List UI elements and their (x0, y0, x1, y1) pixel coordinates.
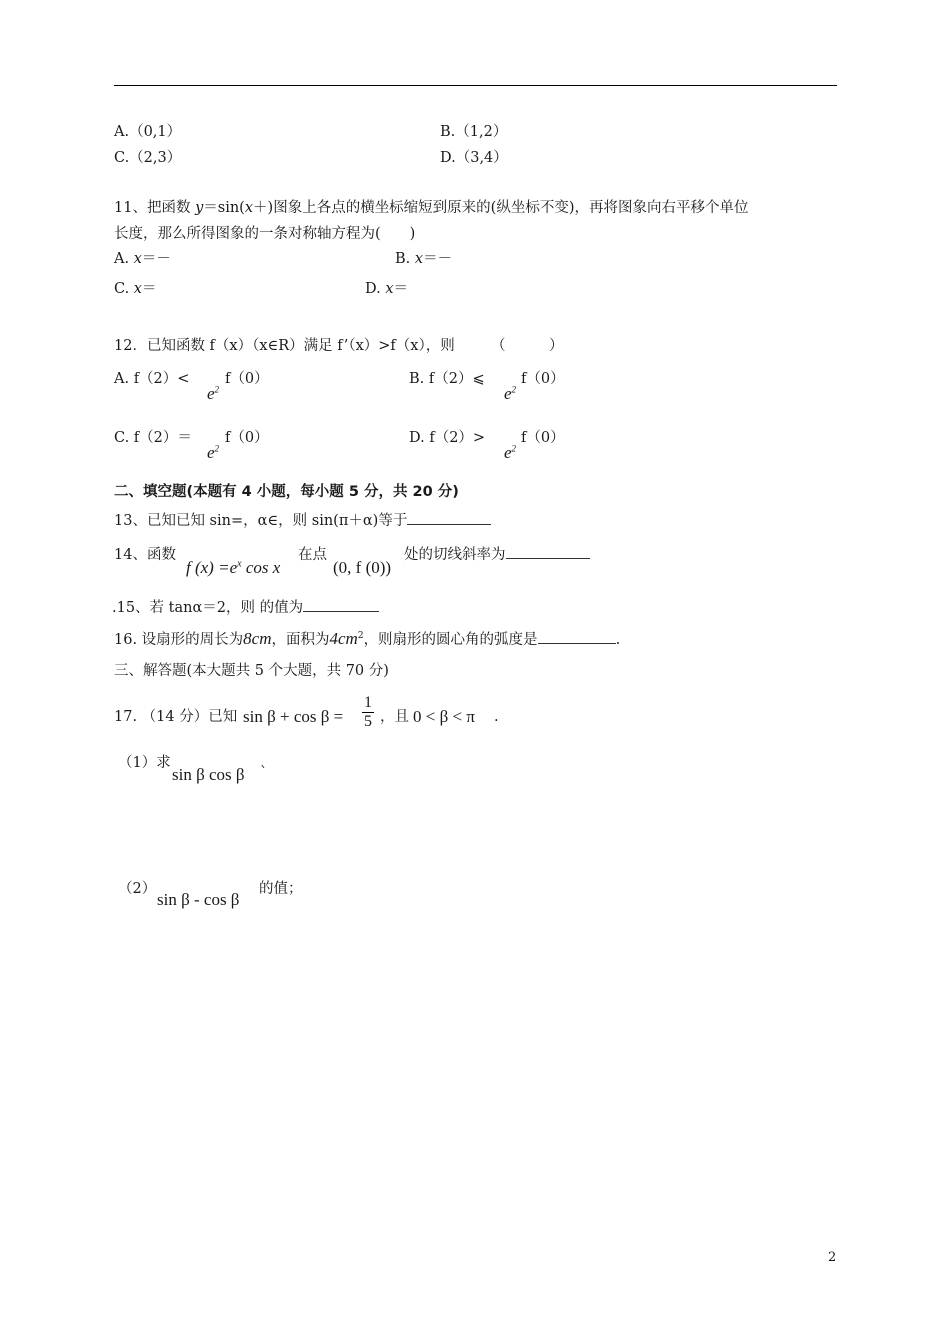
q12-option-c: C. f（2）＝ (114, 430, 192, 446)
q10-option-b: B.（1,2） (440, 124, 508, 140)
q17-part2-expr: sin β - cos β (157, 890, 240, 909)
header-rule (114, 85, 837, 86)
q12-option-b-f0: f（0） (521, 371, 565, 387)
q17-mid: ，且 (380, 709, 409, 725)
q14-blank (506, 558, 590, 559)
q12-option-d-f0: f（0） (521, 430, 565, 446)
q10-option-d: D.（3,4） (440, 150, 508, 166)
q11-option-a: A. x＝－ (114, 251, 171, 267)
q10-option-c: C.（2,3） (114, 150, 182, 166)
q12-option-a: A. f（2）< (114, 371, 190, 387)
q11-stem-line2: 长度，那么所得图象的一条对称轴方程为( ) (114, 226, 416, 242)
q14-pre: 14、函数 (114, 547, 176, 563)
q17-fraction: $\frac{1}{5}$ (364, 694, 372, 730)
q12-option-d-exp: $e^2$ (504, 443, 517, 462)
q12-option-b-exp: $e^2$ (504, 384, 517, 403)
q17-expr: sin β + cos β = (243, 707, 344, 726)
q15-blank (303, 611, 379, 612)
q11-option-b: B. x＝－ (395, 251, 453, 267)
q11-stem-line1: 11、把函数 y＝sin(x＋)图象上各点的横坐标缩短到原来的(纵坐标不变)，再将图象向右平移个单位 (114, 200, 749, 216)
q12-option-a-f0: f（0） (225, 371, 269, 387)
q16-blank (538, 643, 616, 644)
q14-point: (0, f (0)) (333, 558, 392, 577)
q11-option-d: D. x＝ (365, 281, 409, 297)
q13-blank (407, 524, 491, 525)
q17-part2-post: 的值； (259, 881, 303, 897)
section-solve-heading: 三、解答题(本大题共 5 个大题，共 70 分) (114, 663, 389, 679)
q12-stem: 12．已知函数 f（x）（x∈R）满足 f’（x）>f（x），则 （ ） (114, 338, 564, 354)
q10-option-a: A.（0,1） (114, 124, 182, 140)
page-number: 2 (828, 1250, 837, 1265)
q12-option-a-exp: $e^2$ (207, 384, 220, 403)
q14-at: 在点 (298, 547, 327, 563)
section-fill-in-heading: 二、填空题(本题有 4 小题，每小题 5 分，共 20 分) (114, 484, 459, 500)
q12-option-c-exp: $e^2$ (207, 443, 220, 462)
q15: .15、若 tanα＝2，则 的值为 (112, 601, 379, 616)
q14-function: f $(x) =e^x$ cos x (186, 558, 281, 577)
q11-option-c: C. x＝ (114, 281, 157, 297)
q12-option-d: D. f（2）> (409, 430, 486, 446)
q17-pre: 17. （14 分）已知 (114, 709, 238, 725)
q13: 13、已知已知 sin=，α∈，则 sin(π＋α)等于 (114, 514, 491, 529)
q12-option-c-f0: f（0） (225, 430, 269, 446)
q17-part1-mark: ` (260, 765, 268, 781)
q17-part1-pre: （1）求 (118, 755, 171, 771)
q17-range: 0 < β < π (413, 707, 475, 726)
q12-option-b: B. f（2）⩽ (409, 371, 485, 387)
q17-end: . (494, 709, 499, 725)
q16: 16. 设扇形的周长为8cm，面积为$4cm^2$，则扇形的圆心角的弧度是 . (114, 629, 621, 648)
q17-part2-pre: （2） (118, 881, 157, 897)
q14-post: 处的切线斜率为 (404, 548, 590, 563)
q17-part1-expr: sin β cos β (172, 765, 245, 784)
